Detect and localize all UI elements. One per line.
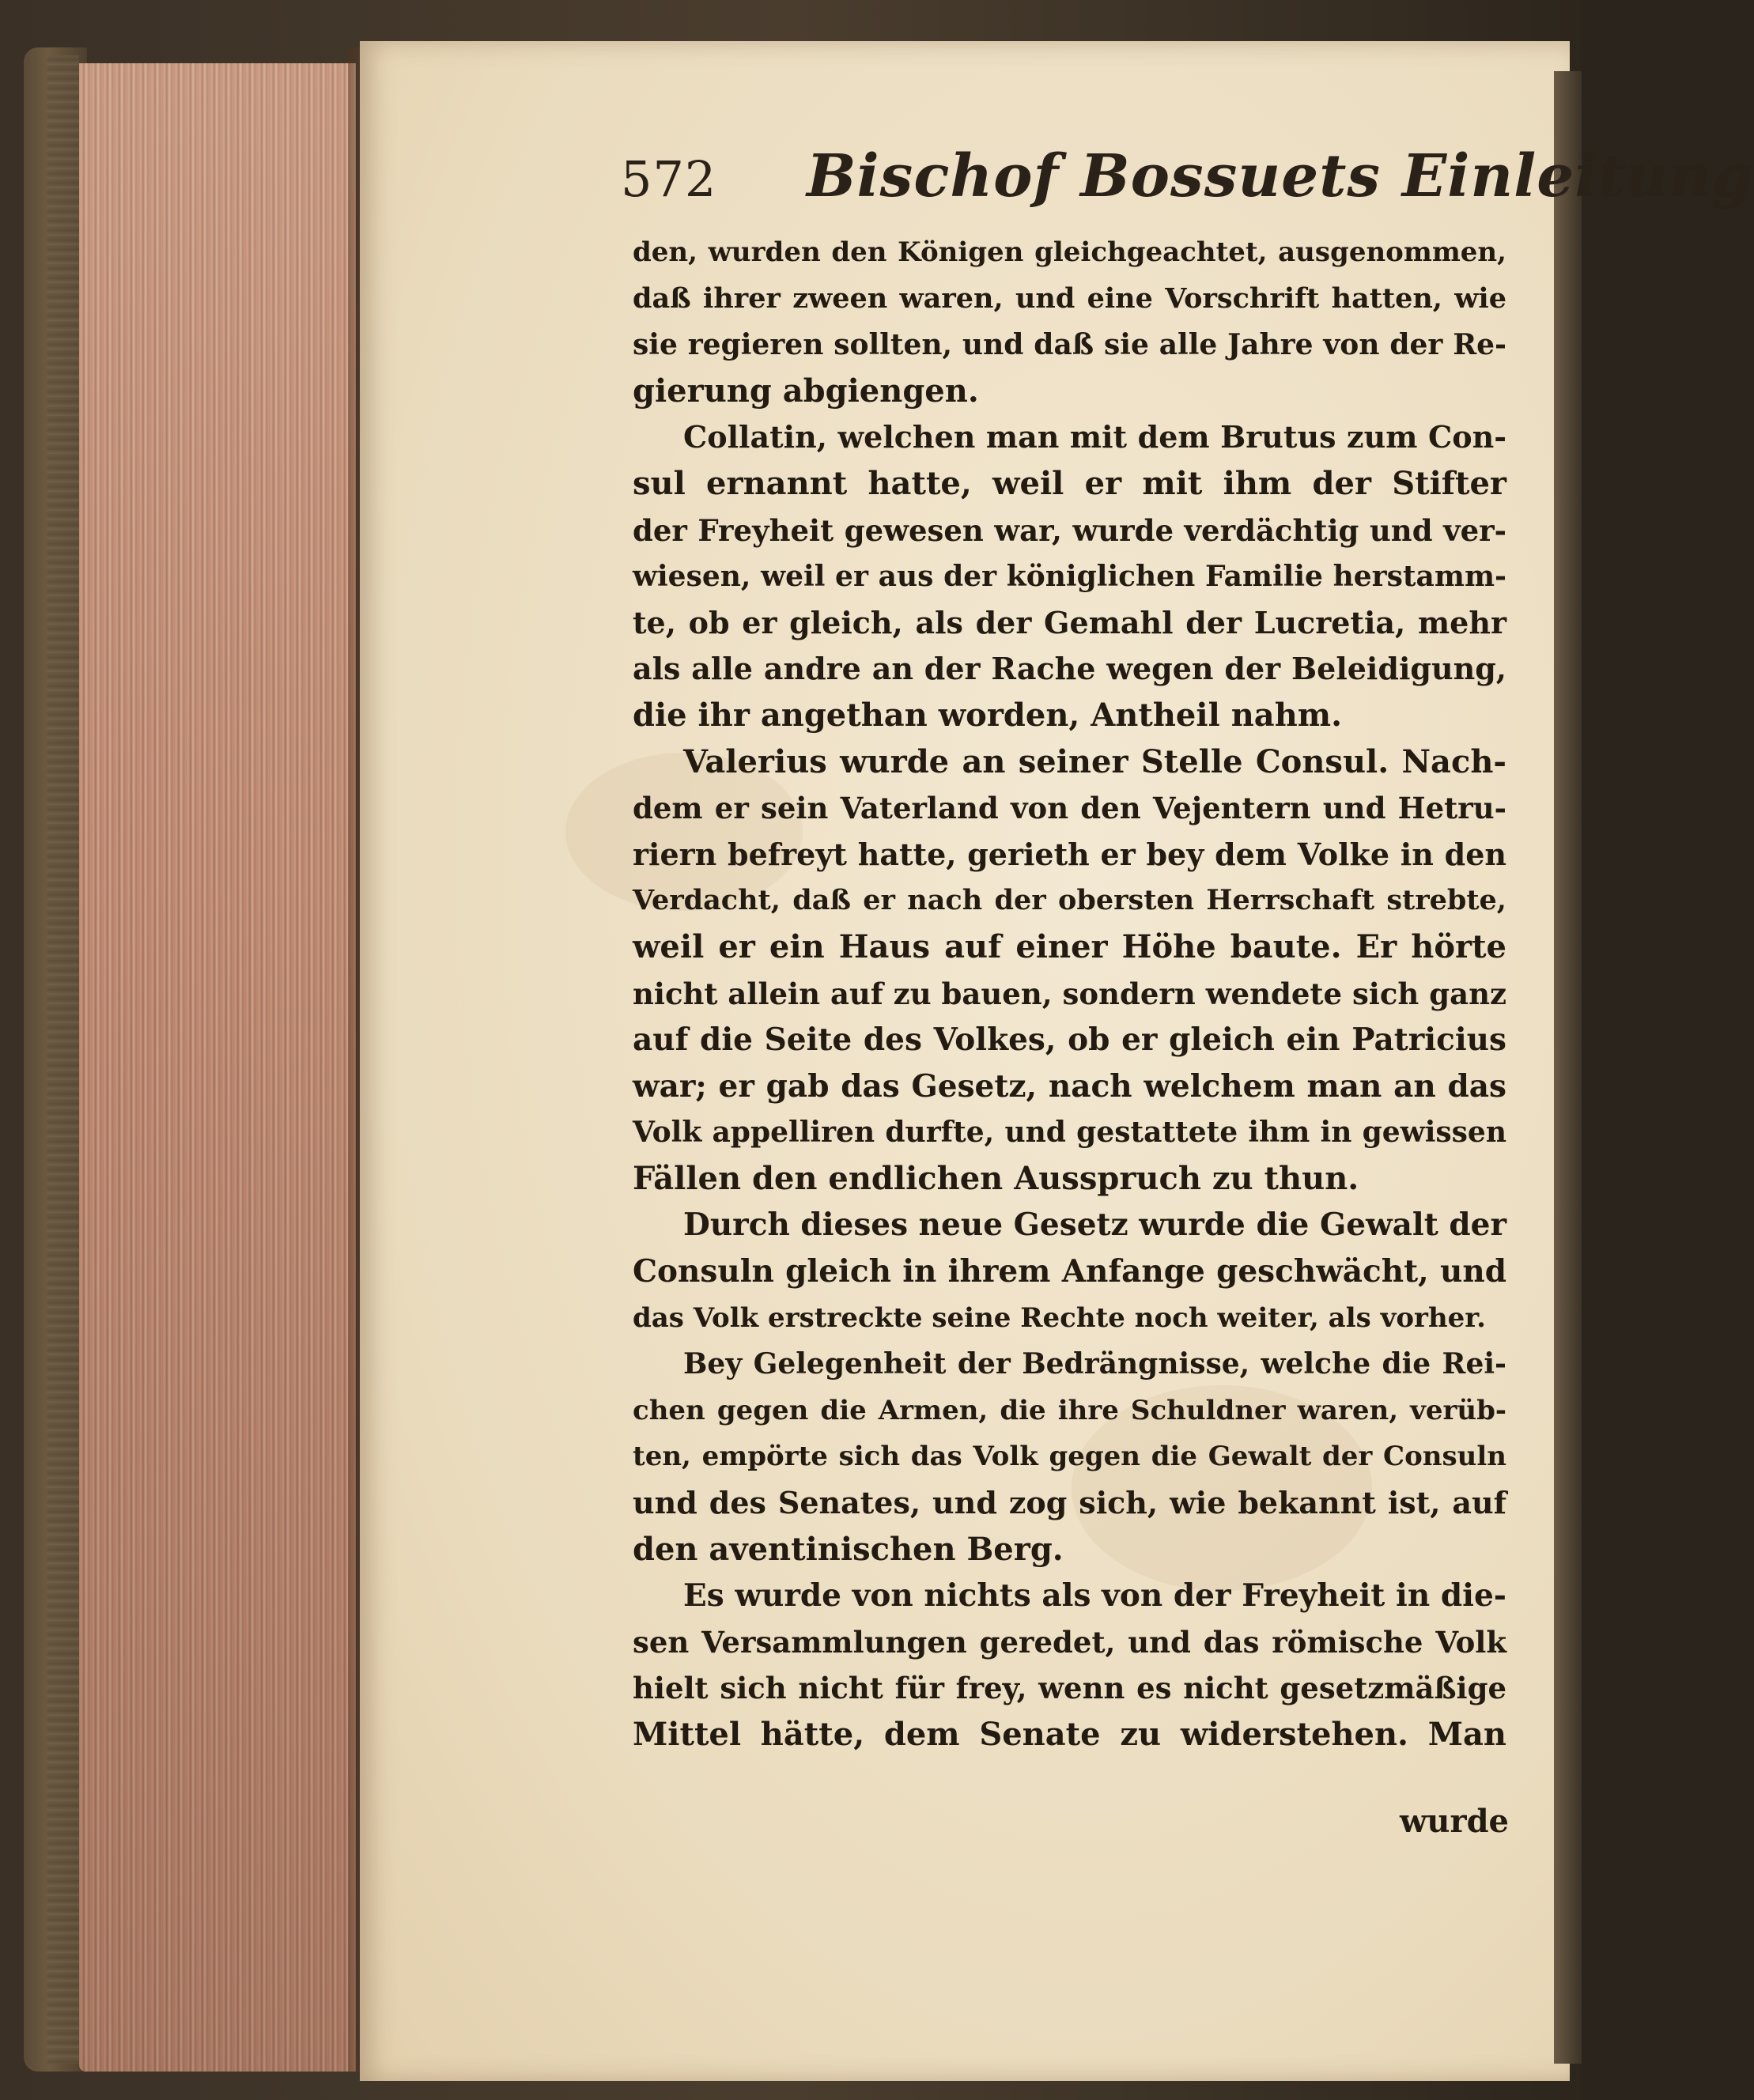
next-page-edge [1554, 71, 1582, 2064]
text-line: ten, empörte sich das Volk gegen die Gewalt der Consuln [633, 1441, 1506, 1473]
text-line: Volk appelliren durfte, und gestattete ihm in gewissen [633, 1116, 1506, 1150]
text-line: der Freyheit gewesen war, wurde verdächtig und ver- [633, 512, 1506, 548]
text-line: riern befreyt hatte, gerieth er bey dem Volke in den [633, 836, 1506, 872]
catchword: wurde [1400, 1803, 1510, 1840]
text-line: das Volk erstreckte seine Rechte noch weiter, als vorher. [633, 1301, 1486, 1334]
text-line: sul ernannt hatte, weil er mit ihm der Stifter [633, 464, 1506, 502]
text-line: te, ob er gleich, als der Gemahl der Lucretia, mehr [633, 604, 1506, 640]
text-line: Collatin, welchen man mit dem Brutus zum Con- [683, 419, 1506, 455]
text-line: sie regieren sollten, und daß sie alle Jahre von der Re- [633, 328, 1506, 362]
text-line: gierung abgiengen. [633, 372, 979, 410]
text-line: daß ihrer zween waren, und eine Vorschrift hatten, wie [633, 281, 1506, 315]
text-line: chen gegen die Armen, die ihre Schuldner waren, verüb- [633, 1394, 1506, 1426]
text-line: als alle andre an der Rache wegen der Beleidigung, [633, 651, 1506, 687]
text-line: Fällen den endlichen Ausspruch zu thun. [633, 1159, 1359, 1197]
text-line: Durch dieses neue Gesetz wurde die Gewalt der [683, 1207, 1506, 1244]
body-text [633, 229, 1506, 1758]
text-line: wiesen, weil er aus der königlichen Familie herstamm- [633, 560, 1506, 594]
text-line: und des Senates, und zog sich, wie bekannt ist, auf [633, 1485, 1506, 1521]
text-line: war; er gab das Gesetz, nach welchem man an das [633, 1067, 1506, 1105]
page-number: 572 [621, 150, 717, 208]
text-line: Valerius wurde an seiner Stelle Consul. Nach- [683, 742, 1506, 780]
text-line: den, wurden den Königen gleichgeachtet, ausgenommen, [633, 236, 1506, 268]
page-edges [79, 63, 356, 2072]
text-line: auf die Seite des Volkes, ob er gleich ein Patricius [633, 1022, 1506, 1059]
text-line: nicht allein auf zu bauen, sondern wendete sich ganz [633, 976, 1506, 1011]
text-line: Consuln gleich in ihrem Anfange geschwächt, und [633, 1253, 1506, 1290]
text-line: hielt sich nicht für frey, wenn es nicht gesetzmäßige [633, 1671, 1506, 1706]
text-line: sen Versammlungen geredet, und das römische Volk [633, 1624, 1506, 1660]
text-line: dem er sein Vaterland von den Vejentern und Hetru- [633, 791, 1506, 826]
text-line: Bey Gelegenheit der Bedrängnisse, welche die Rei- [683, 1347, 1506, 1381]
text-line: die ihr angethan worden, Antheil nahm. [633, 696, 1343, 734]
text-line: den aventinischen Berg. [633, 1530, 1064, 1568]
text-line: Mittel hätte, dem Senate zu widerstehen. Man [633, 1716, 1506, 1753]
text-line: Es wurde von nichts als von der Freyheit in die- [683, 1577, 1506, 1615]
page-header [621, 142, 1754, 221]
text-line: weil er ein Haus auf einer Höhe baute. Er hörte [633, 927, 1506, 965]
cover-edge [47, 55, 79, 2064]
text-line: Verdacht, daß er nach der obersten Herrschaft strebte, [633, 884, 1506, 917]
running-title: Bischof Bossuets Einleitung [807, 142, 1754, 210]
